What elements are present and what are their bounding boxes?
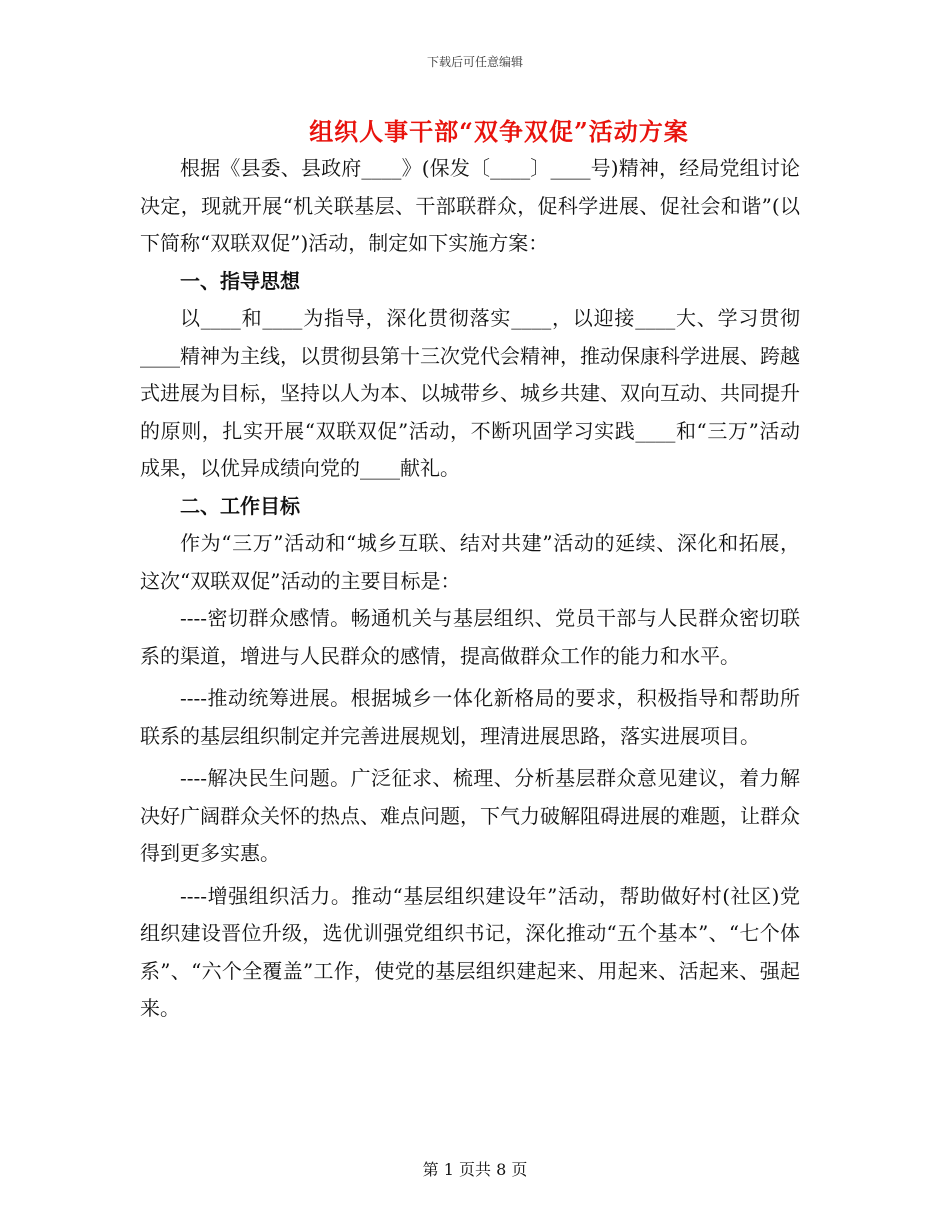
goal-item-livelihood-issues: ----解决民生问题。广泛征求、梳理、分析基层群众意见建议，着力解决好广阔群众关怀的热点、难点问题，下气力破解阻碍进展的难题，让群众得到更多实惠。 [140, 766, 800, 865]
page-number-footer: 第 1 页共 8 页 [422, 1160, 528, 1179]
guiding-ideology-paragraph: 以____和____为指导，深化贯彻落实____，以迎接____大、学习贯彻____精神为主线，以贯彻县第十三次党代会精神，推动保康科学进展、跨越式进展为目标，坚持以人为本、以城带乡、城乡共建、双向互动、共同提升的原则，扎实开展“双联双促”活动，不断巩固学习实践____和“三万”活动成果，以优异成绩向党的____献礼。 [140, 306, 800, 480]
section-heading-guiding-ideology: 一、指导思想 [180, 268, 300, 293]
page-header-note: 下载后可任意编辑 [426, 55, 523, 69]
goal-item-coordinated-progress: ----推动统筹进展。根据城乡一体化新格局的要求，积极指导和帮助所联系的基层组织制定并完善进展规划，理清进展思路，落实进展项目。 [140, 686, 800, 748]
section-heading-work-goals: 二、工作目标 [180, 493, 300, 518]
document-title: 组织人事干部“双争双促”活动方案 [309, 117, 689, 146]
work-goals-paragraph: 作为“三万”活动和“城乡互联、结对共建”活动的延续、深化和拓展，这次“双联双促”活动的主要目标是： [140, 531, 800, 593]
document-body [140, 150, 800, 1028]
intro-paragraph: 根据《县委、县政府____》(保发〔____〕____号)精神，经局党组讨论决定，现就开展“机关联基层、干部联群众，促科学进展、促社会和谐”(以下简称“双联双促”)活动，制定如下实施方案： [140, 156, 800, 255]
goal-item-organization-vitality: ----增强组织活力。推动“基层组织建设年”活动，帮助做好村(社区)党组织建设晋位升级，选优训强党组织书记，深化推动“五个基本”、“七个体系”、“六个全覆盖”工作，使党的基层组织建起来、用起来、活起来、强起来。 [140, 883, 800, 1020]
goal-item-close-ties: ----密切群众感情。畅通机关与基层组织、党员干部与人民群众密切联系的渠道，增进与人民群众的感情，提高做群众工作的能力和水平。 [140, 606, 800, 668]
